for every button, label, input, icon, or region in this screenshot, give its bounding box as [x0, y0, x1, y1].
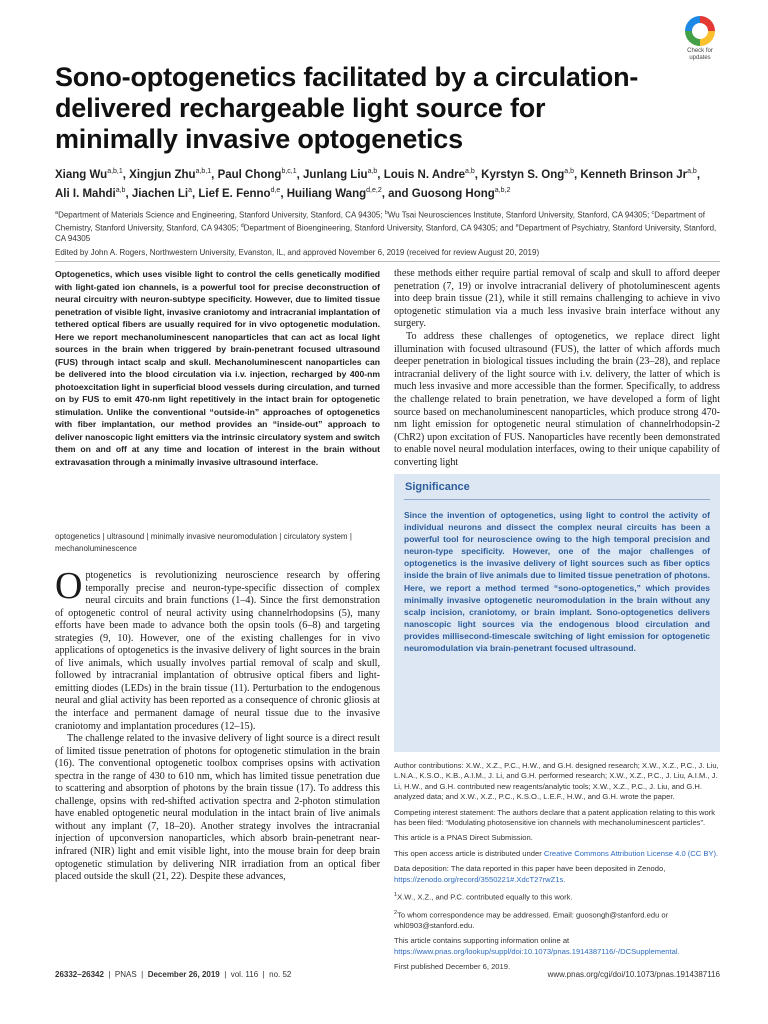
- author-affiliation-mark: a: [188, 186, 192, 194]
- affiliation-mark: e: [515, 222, 519, 229]
- author-affiliation-mark: a,b: [465, 168, 475, 175]
- author-affiliation-mark: d,e,2: [366, 186, 382, 194]
- author-name: Xiang Wu: [55, 168, 108, 181]
- drop-cap: O: [55, 565, 83, 607]
- author-affiliation-mark: a,b: [564, 168, 574, 175]
- direct-submission: This article is a PNAS Direct Submission.: [394, 833, 533, 843]
- supporting-info-link[interactable]: https://www.pnas.org/lookup/suppl/doi:10.1073/pnas.1914387116/-/DCSupplemental.: [394, 946, 680, 956]
- body-left-column: [55, 565, 380, 884]
- body-paragraph-4: To address these challenges of optogenetics, we replace direct light illumination with focused ultrasound (FUS), the latter of which affords much deeper penetration in biological tissues including the brain (23–28), and replace intracranial delivery of the light source with i.v. delivery, the latter of which is much less invasive and more accessible than the former. Specifically, to address the challenge related to brain penetration, we have developed a form of light source based on mechanoluminescent nanoparticles, which produce strong 470-nm light emission for optogenetic neural stimulation of channelrhodopsin-2 (ChR2) upon excitation of FUS. Nanoparticles have recently been demonstrated to enable novel neural modulation interfaces, owing to their unique capability of converting light: [394, 330, 720, 468]
- affiliation-mark: a: [55, 210, 59, 216]
- affiliation-text: Department of Psychiatry, Stanford University, Stanford, CA 94305: [55, 223, 717, 244]
- footer-journal: PNAS: [114, 970, 137, 979]
- affiliation-mark: d: [240, 222, 244, 229]
- author-affiliation-mark: a,b,1: [107, 168, 123, 175]
- data-deposition: [394, 864, 720, 885]
- author-affiliation-mark: a,b,1: [195, 168, 212, 175]
- abstract: Optogenetics, which uses visible light to control the cells genetically modified with light-gated ion channels, is a powerful tool for precise deconstruction of neural circuitry with neuron-subtype specificity. However, due to limited tissue penetration of visible light, invasive craniotomy and intracranial implantation of tethered optical fibers are usually required for in vivo optogenetic modulation. Here we report mechanoluminescent nanoparticles that can act as local light sources in the brain when triggered by brain-penetrant focused ultrasound (FUS) through intact scalp and skull. Mechanoluminescent nanoparticles can be delivered into the blood circulation via i.v. injection, recharged by 400-nm photoexcitation light in superficial blood vessels during circulation, and turned on by FUS to emit 470-nm light repetitively in the intact brain for optogenetic stimulation. Unlike the conventional “outside-in” approaches of optogenetics with fiber implantation, our method provides an “inside-out” approach to deliver nanoscopic light emitters via the intrinsic circulatory system and switch them on and off at any time and location of interest in the brain without extravasation through a minimally invasive ultrasound interface.: [55, 269, 380, 467]
- affiliation-text: Wu Tsai Neurosciences Institute, Stanford University, Stanford, CA 94305;: [387, 210, 652, 220]
- header-divider: [55, 261, 720, 262]
- keywords: optogenetics | ultrasound | minimally invasive neuromodulation | circulatory system | mechanoluminescence: [55, 532, 352, 553]
- author-affiliation-mark: a,b: [687, 168, 697, 175]
- author-list: Xiang Wu$^{a,b,1}$, Xingjun Zhu$^{a,b,1}$, Paul Chong$^{b,c,1}$, Junlang Liu$^{a,b}$, Louis N. Andre$^{a,b}$, Kyrstyn S. Ong$^{a,b}$, Kenneth Brinson Jr$^{a,b}$, Ali I. Mahdi$^{a,b}$, Jiachen Li$^a$, Lief E. Fenno$^{d,e}$, Huiliang Wang$^{d,e,2}$, and Guosong Hong$^{a,b,2}$: [55, 168, 701, 200]
- author-name: Ali I. Mahdi: [55, 187, 116, 200]
- first-published: First published December 6, 2019.: [394, 962, 511, 972]
- correspondence-mark: 2: [394, 910, 398, 916]
- author-name: Junlang Liu: [303, 168, 368, 181]
- author-name: Paul Chong: [217, 168, 282, 181]
- supporting-info: [394, 936, 720, 957]
- equal-contribution-text: X.W., X.Z., and P.C. contributed equally to this work.: [397, 892, 573, 902]
- author-name: Louis N. Andre: [383, 168, 466, 181]
- author-name: Kenneth Brinson Jr: [580, 168, 688, 181]
- author-name: Kyrstyn S. Ong: [481, 168, 565, 181]
- author-affiliation-mark: a,b,2: [494, 186, 511, 194]
- author-name: Xingjun Zhu: [129, 168, 196, 181]
- author-affiliation-mark: a,b: [367, 168, 378, 175]
- equal-contribution: [394, 890, 720, 903]
- body-paragraph-3: these methods either require partial removal of scalp and skull to afford deeper penetration (7, 19) or involve intracranial delivery of photoluminescent agents into deep brain tissue (21), while it still remains challenging to achieve in vivo optogenetic stimulation via a much less invasive brain interface without any surgery.: [394, 268, 720, 330]
- article-notes: [394, 761, 720, 978]
- footer-pages: 26332–26342: [55, 970, 104, 979]
- author-name: Jiachen Li: [131, 187, 189, 200]
- body-paragraph-1-text: ptogenetics is revolutionizing neuroscience research by offering temporally precise and neuron-type-specific dissection of complex neural circuits and brain functions (1–4). Since the first demonstration of optogenetic control of neural activity using channelrhodopsins (5), many efforts have been made to advance both the opsin tools (6–8) and targeting strategies (9, 10). However, one of the existing challenges for in vivo applications of optogenetics is the invasive delivery of light sources in the brain of live animals, which usually involves partial removal of scalp and skull, followed by intracranial implantation of obtrusive optical fibers and light-emitting diodes (LEDs) in the brain tissue (11). Perturbation to the endogenous neural and glial activity has been reported as a consequence of chronic gliosis at the interface and permanent damage of neural tissue due to the invasive craniotomy and implantation procedures (12–15).: [55, 570, 380, 732]
- open-access-note: [394, 849, 720, 859]
- edited-by: Edited by John A. Rogers, Northwestern University, Evanston, IL, and approved November 6, 2019 (received for review August 20, 2019): [55, 248, 540, 257]
- body-right-column: [394, 268, 720, 470]
- affiliation-text: Department of Chemistry, Stanford University, Stanford, CA 94305;: [55, 210, 705, 233]
- footer-issue: no. 52: [269, 970, 292, 979]
- author-affiliation-mark: a,b: [115, 186, 126, 194]
- affiliation-mark: b: [384, 210, 388, 216]
- author-name: Huiliang Wang: [286, 187, 367, 200]
- footer-volume: vol. 116: [230, 970, 259, 979]
- author-name: Lief E. Fenno: [198, 187, 271, 200]
- check-for-updates-icon: [685, 16, 715, 46]
- author-affiliation-mark: d,e: [270, 186, 281, 194]
- zenodo-link[interactable]: https://zenodo.org/record/3550221#.XdcT27rwZ1s.: [394, 874, 566, 884]
- footer-doi-url[interactable]: www.pnas.org/cgi/doi/10.1073/pnas.1914387116: [547, 970, 720, 979]
- footer-citation: 26332–26342 | PNAS | December 26, 2019 | vol. 116 | no. 52: [55, 970, 292, 979]
- check-for-updates-badge[interactable]: [680, 16, 720, 68]
- license-link[interactable]: Creative Commons Attribution License 4.0 (CC BY).: [543, 848, 719, 858]
- significance-divider: [404, 499, 710, 500]
- author-contributions: Author contributions: X.W., X.Z., P.C., H.W., and G.H. designed research; X.W., X.Z., P.C., J. Liu, L.N.A., K.S.O., K.B., A.I.M., J. Li, and G.H. performed research; X.W., X.Z., P.C., J. Liu, A.I.M., J. Li, H.W., and G.H. contributed new reagents/analytic tools; X.W., X.Z., P.C., J. Liu, and G.H. analyzed data; and X.W., X.Z., P.C., K.S.O., L.E.F., H.W., and G.H. wrote the paper.: [394, 761, 719, 802]
- author-affiliation-mark: b,c,1: [281, 168, 297, 175]
- footer-date: December 26, 2019: [147, 970, 220, 979]
- author-name: Guosong Hong: [411, 187, 495, 200]
- equal-contribution-mark: 1: [394, 892, 398, 899]
- significance-text: Since the invention of optogenetics, using light to control the activity of individual neurons and dissect the complex neural circuits has been a powerful tool for neuroscience owing to the high temporal precision and neuron-type specificity. However, one of the major challenges of optogenetics is the invasive delivery of light sources such as fiber optics inside the brain of live animals due to limited tissue penetration of photons. Here, we report a method termed “sono-optogenetics,” which provides minimally invasive optogenetic neuromodulation in the brain without any scalp incision, craniotomy, or brain implant. Sono-optogenetics delivers nanoscopic light sources via the endogenous blood circulation and provides millisecond-timescale switching of light emission for optogenetic neuromodulation via brain-penetrant focused ultrasound.: [404, 510, 710, 654]
- affiliation-text: Department of Bioengineering, Stanford University, Stanford, CA 94305; and: [243, 223, 516, 233]
- body-paragraph-2: The challenge related to the invasive delivery of light source is a direct result of limited tissue penetration of photons for optogenetic stimulation in the brain (16). The conventional optogenetic toolbox comprises opsins with activation spectra in the range of 430 to 610 nm, which has limited tissue penetration due to scattering and absorption of photons by the brain tissue (17). To address this challenge, opsins with red-shifted activation spectra and 2-photon stimulation have enabled optogenetic neural modulation in the intact brain of live animals without any implant (7, 18–20). Another strategy involves the intracranial injection of upconversion nanoparticles, which absorb brain-penetrant near-infrared (NIR) light and emit visible light, into the mouse brain for deep brain optogenetic stimulation by delivering NIR irradiation from an optical fiber placed outside the skull (21, 22). Despite these advances,: [55, 733, 380, 883]
- competing-interest: Competing interest statement: The authors declare that a patent application relating to this work has been filed: “Modulating photosensitive ion channels with mechanoluminescent particles”.: [394, 807, 716, 828]
- affiliation-mark: c: [651, 210, 655, 216]
- significance-title: Significance: [405, 481, 470, 493]
- open-access-text: This open access article is distributed under: [394, 848, 544, 858]
- supporting-info-text: This article contains supporting information online at: [394, 936, 570, 946]
- correspondence-text: To whom correspondence may be addressed. Email: guosongh@stanford.edu or whl0903@stanford.edu.: [394, 910, 669, 930]
- affiliations: [55, 208, 720, 244]
- data-deposition-text: Data deposition: The data reported in this paper have been deposited in Zenodo,: [394, 864, 666, 874]
- correspondence: [394, 908, 720, 931]
- affiliation-text: Department of Materials Science and Engineering, Stanford University, Stanford, CA 94305;: [58, 210, 385, 220]
- body-paragraph-1: [55, 565, 380, 733]
- article-title: Sono-optogenetics facilitated by a circulation-delivered rechargeable light source for minimally invasive optogenetics: [55, 62, 639, 154]
- check-for-updates-label: Check for updates: [687, 48, 713, 61]
